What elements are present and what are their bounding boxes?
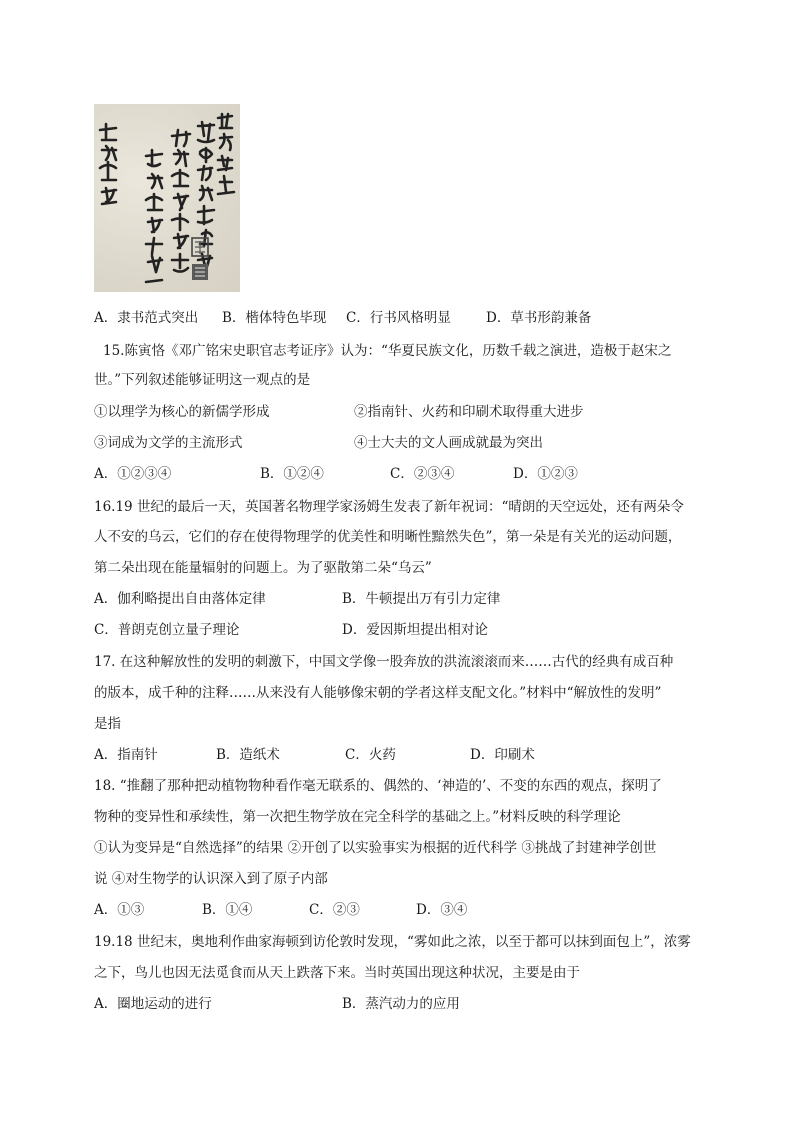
q18-stem-line: 说 ④对生物学的认识深入到了原子内部 [94,871,328,887]
q18-stem-line: 物种的变异性和承续性，第一次把生物学放在完全科学的基础之上。”材料反映的科学理论 [94,809,621,825]
q15-option-a: A．①②③④ [94,466,172,482]
q14-option-b: B．楷体特色毕现 [222,310,327,326]
q17-option-a: A．指南针 [94,747,158,763]
q18-option-a: A．①③ [94,902,145,918]
q19-option-b: B．蒸汽动力的应用 [342,996,460,1012]
q15-item: ①以理学为核心的新儒学形成 [94,404,270,420]
q15-stem-line: 世。”下列叙述能够证明这一观点的是 [94,372,311,388]
q19-stem-line: 之下，鸟儿也因无法觅食而从天上跌落下来。当时英国出现这种状况，主要是由于 [94,965,580,981]
calligraphy-strokes [94,104,240,292]
q15-option-b: B．①②④ [260,466,324,482]
q18-option-d: D．③④ [416,902,468,918]
q17-option-b: B．造纸术 [216,747,280,763]
q15-stem-line: 15.陈寅恪《邓广铭宋史职官志考证序》认为：“华夏民族文化，历数千载之演进，造极于赵宋之 [103,343,672,359]
q15-item: ④士大夫的文人画成就最为突出 [354,435,543,451]
q17-stem-line: 的版本，成千种的注释……从来没有人能够像宋朝的学者这样支配文化。”材料中“解放性的发明” [94,685,662,701]
q15-item: ③词成为文学的主流形式 [94,435,243,451]
q14-option-d: D．草书形韵兼备 [486,310,592,326]
q14-option-c: C．行书风格明显 [346,310,451,326]
q15-option-c: C．②③④ [390,466,455,482]
q16-option-c: C．普朗克创立量子理论 [94,622,240,638]
q18-option-c: C．②③ [309,902,360,918]
q18-stem-line: ①认为变异是“自然选择”的结果 ②开创了以实验事实为根据的近代科学 ③挑战了封建神学创世 [94,840,657,856]
q17-option-d: D．印刷术 [470,747,535,763]
q16-stem-line: 16.19 世纪的最后一天，英国著名物理学家汤姆生发表了新年祝词：“晴朗的天空远处，还有两朵令 [94,499,684,515]
q15-option-d: D．①②③ [513,466,578,482]
q16-stem-line: 人不安的乌云，它们的存在使得物理学的优美性和明晰性黯然失色”，第一朵是有关光的运动问题， [94,529,682,545]
q14-option-a: A．隶书范式突出 [94,310,199,326]
q17-option-c: C．火药 [345,747,396,763]
q17-stem-line: 是指 [94,716,121,732]
q19-stem-line: 19.18 世纪末，奥地利作曲家海顿到访伦敦时发现，“雾如此之浓，以至于都可以抹到面包上”，浓雾 [94,934,691,950]
q18-stem-line: 18. “推翻了那种把动植物物种看作毫无联系的、偶然的、‘神造的’、不变的东西的观点，探明了 [94,778,662,794]
q16-stem-line: 第二朵出现在能量辐射的问题上。为了驱散第二朵“乌云” [94,560,432,576]
q18-option-b: B．①④ [202,902,253,918]
q15-item: ②指南针、火药和印刷术取得重大进步 [354,404,584,420]
calligraphy-image [94,104,240,292]
q16-option-a: A．伽利略提出自由落体定律 [94,591,266,607]
q16-option-d: D．爱因斯坦提出相对论 [342,622,488,638]
q17-stem-line: 17. 在这种解放性的发明的刺激下，中国文学像一股奔放的洪流滚滚而来……古代的经典有成百种 [94,654,674,670]
q16-option-b: B．牛顿提出万有引力定律 [342,591,501,607]
q19-option-a: A．圈地运动的进行 [94,996,212,1012]
